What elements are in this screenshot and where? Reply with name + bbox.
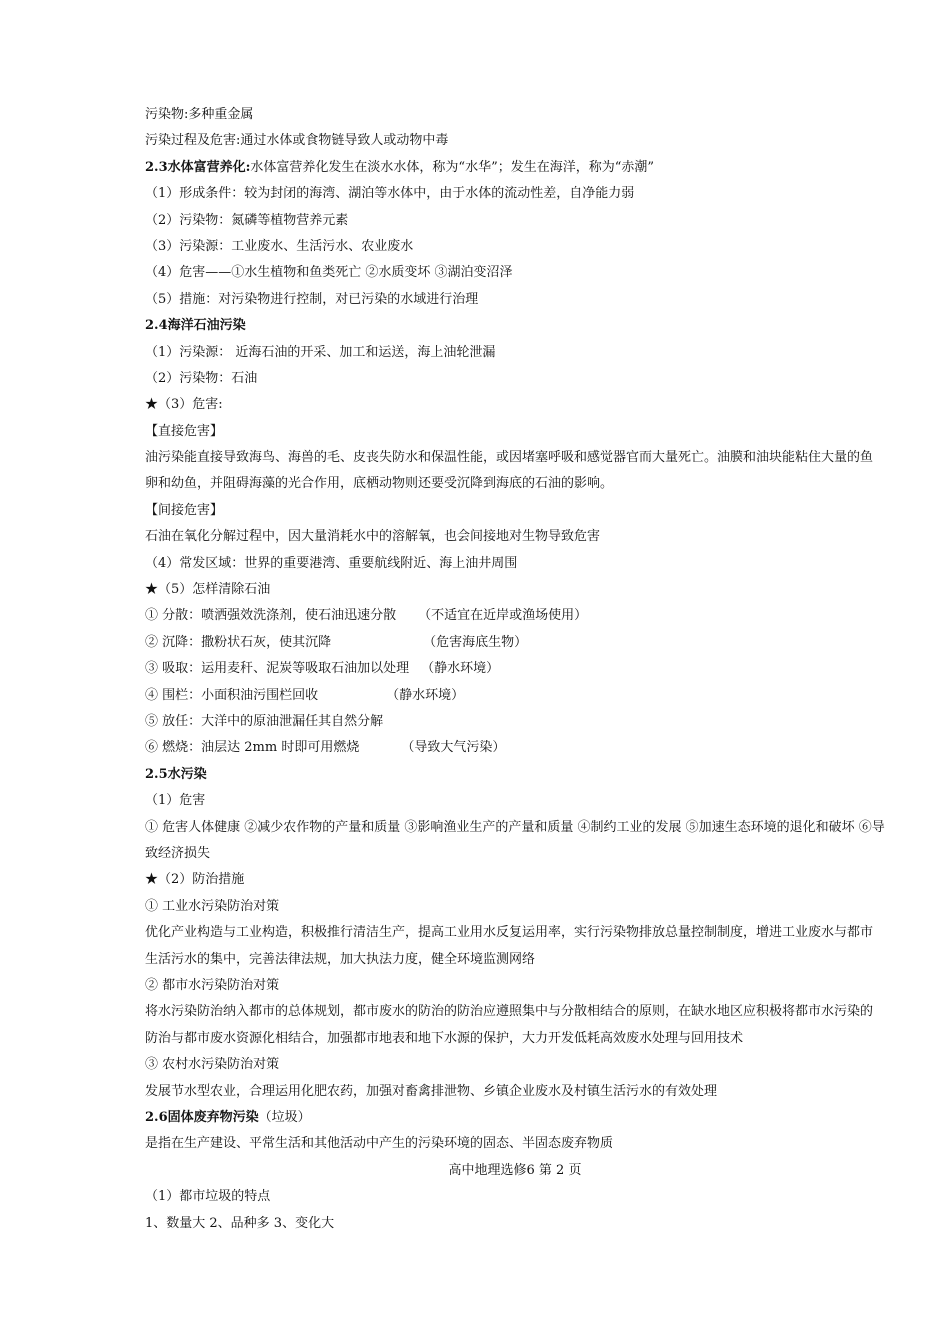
paragraph: 优化产业构造与工业构造，积极推行清洁生产，提高工业用水反复运用率，实行污染物排放总量控制制度，增进工业废水与都市生活污水的集中，完善法律法规，加大执法力度，健全环境监测网络 (145, 925, 874, 967)
section-2-6 (145, 1105, 885, 1131)
method-item: ⑤ 放任：大洋中的原油泄漏任其自然分解 (145, 714, 384, 730)
method-item (145, 683, 885, 709)
paragraph: 油污染能直接导致海鸟、海兽的毛、皮丧失防水和保温性能，或因堵塞呼吸和感觉器官而大量死亡。油膜和油块能粘住大量的鱼卵和幼鱼，并阻碍海藻的光合作用，底栖动物则还要受沉降到海底的石油的影响。 (145, 450, 874, 492)
text-line: ① 工业水污染防治对策 (145, 898, 280, 914)
text-line: （2）污染物：石油 (145, 370, 258, 386)
method-item (145, 656, 885, 682)
text-line: 污染过程及危害:通过水体或食物链导致人或动物中毒 (145, 133, 449, 149)
text-line: 1、数量大 2、品种多 3、变化大 (145, 1215, 335, 1231)
section-heading: 2.6固体废弃物污染 (145, 1109, 259, 1125)
text-line: ② 都市水污染防治对策 (145, 977, 280, 993)
text-line: （1）污染源： 近海石油的开采、加工和运送，海上油轮泄漏 (145, 344, 496, 360)
section-heading: 2.5水污染 (145, 766, 207, 782)
text-line: （1）危害 (145, 793, 206, 809)
section-heading-note: （垃圾） (258, 1109, 311, 1125)
text-line: 【间接危害】 (145, 502, 224, 518)
method-text: ⑥ 燃烧：油层达 2mm 时即可用燃烧 (145, 740, 360, 756)
section-heading: 2.3水体富营养化: (145, 159, 251, 175)
text-line: （4）常发区域：世界的重要港湾、重要航线附近、海上油井周围 (145, 555, 518, 571)
text-line: 是指在生产建设、平常生活和其他活动中产生的污染环境的固态、半固态废弃物质 (145, 1136, 614, 1152)
text-line: （5）措施：对污染物进行控制，对已污染的水域进行治理 (145, 291, 479, 307)
text-line: 石油在氧化分解过程中，因大量消耗水中的溶解氧，也会间接地对生物导致危害 (145, 529, 601, 545)
method-note: （静水环境） (421, 661, 500, 677)
text-line: 发展节水型农业，合理运用化肥农药，加强对畜禽排泄物、乡镇企业废水及村镇生活污水的有效处理 (145, 1083, 718, 1099)
text-line: 【直接危害】 (145, 423, 224, 439)
method-note: （导致大气污染） (401, 740, 506, 756)
text-line: ③ 农村水污染防治对策 (145, 1057, 280, 1073)
page-footer: 高中地理选修6 第 2 页 (448, 1162, 582, 1178)
method-text: ① 分散：喷洒强效洗涤剂，使石油迅速分散 (145, 608, 397, 624)
text-line: （1）都市垃圾的特点 (145, 1189, 271, 1205)
method-item (145, 603, 885, 629)
section-intro: 水体富营养化发生在淡水水体，称为“水华”；发生在海洋，称为“赤潮” (250, 159, 655, 175)
method-note: （危害海底生物） (423, 634, 528, 650)
text-line: ★（5）怎样清除石油 (145, 582, 271, 598)
method-item (145, 630, 885, 656)
document-page (145, 102, 885, 1237)
section-2-3 (145, 155, 885, 181)
section-heading: 2.4海洋石油污染 (145, 318, 246, 334)
text-line: （3）污染源：工业废水、生活污水、农业废水 (145, 238, 414, 254)
method-note: （静水环境） (386, 687, 465, 703)
text-line: ★（3）危害: (145, 397, 223, 413)
paragraph: ① 危害人体健康 ②减少农作物的产量和质量 ③影响渔业生产的产量和质量 ④制约工业的发展 ⑤加速生态环境的退化和破坏 ⑥导致经济损失 (145, 819, 885, 861)
method-text: ④ 围栏：小面积油污围栏回收 (145, 687, 319, 703)
text-line: （2）污染物：氮磷等植物营养元素 (145, 212, 349, 228)
text-line: ★（2）防治措施 (145, 872, 245, 888)
text-line: （4）危害——①水生植物和鱼类死亡 ②水质变坏 ③湖泊变沼泽 (145, 265, 513, 281)
method-item (145, 735, 885, 761)
method-text: ② 沉降：撒粉状石灰，使其沉降 (145, 634, 332, 650)
method-text: ③ 吸取：运用麦秆、泥炭等吸取石油加以处理 (145, 661, 410, 677)
text-line: 污染物:多种重金属 (145, 107, 254, 122)
text-line: （1）形成条件：较为封闭的海湾、湖泊等水体中，由于水体的流动性差，自净能力弱 (145, 186, 635, 202)
method-note: （不适宜在近岸或渔场使用） (418, 608, 588, 624)
paragraph: 将水污染防治纳入都市的总体规划，都市废水的防治的防治应遵照集中与分散相结合的原则，在缺水地区应积极将都市水污染的防治与都市废水资源化相结合，加强都市地表和地下水源的保护，大力开发低耗高效废水处理与回用技术 (145, 1004, 874, 1046)
